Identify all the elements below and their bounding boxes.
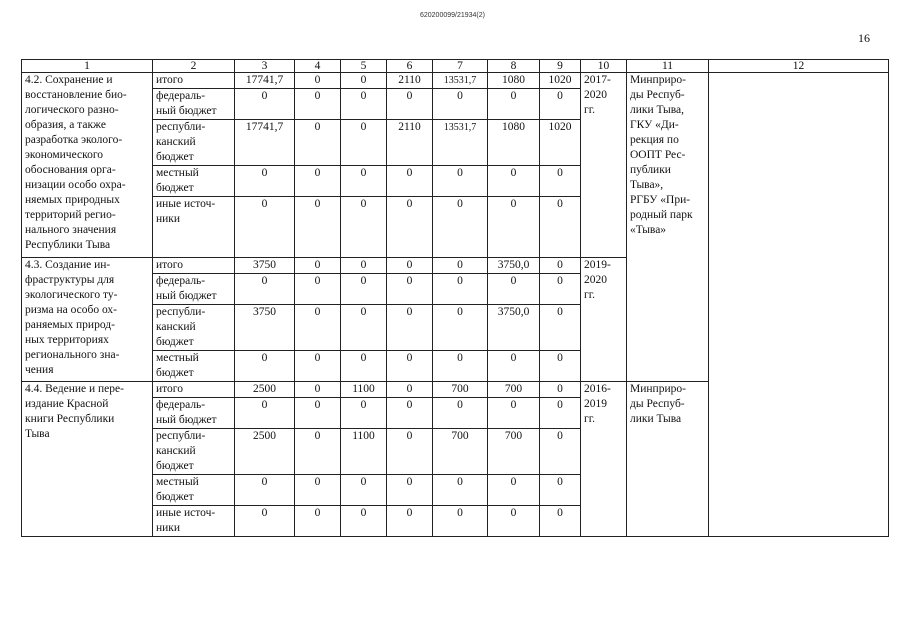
value-cell: 0	[387, 429, 433, 475]
value-cell: 0	[540, 258, 581, 274]
value-cell: 0	[433, 89, 488, 120]
value-cell: 0	[295, 429, 341, 475]
value-cell: 17741,7	[235, 73, 295, 89]
header-cell: 7	[433, 60, 488, 73]
header-cell: 3	[235, 60, 295, 73]
value-cell: 0	[341, 166, 387, 197]
value-cell: 0	[488, 351, 540, 382]
header-cell: 1	[22, 60, 153, 73]
value-cell: 0	[488, 166, 540, 197]
value-cell: 0	[341, 197, 387, 258]
value-cell: 1100	[341, 382, 387, 398]
value-cell: 700	[488, 382, 540, 398]
value-cell: 0	[488, 398, 540, 429]
measure-description: 4.4. Ведение и пере- издание Красной книги Республики Тыва	[22, 382, 153, 537]
value-cell: 2110	[387, 73, 433, 89]
value-cell: 0	[540, 475, 581, 506]
value-cell: 0	[295, 382, 341, 398]
value-cell: 0	[235, 89, 295, 120]
value-cell: 0	[433, 506, 488, 537]
value-cell: 0	[341, 506, 387, 537]
value-cell: 0	[295, 120, 341, 166]
value-cell: 0	[540, 382, 581, 398]
value-cell: 0	[540, 305, 581, 351]
value-cell: 0	[235, 398, 295, 429]
executor-cell: Минприро- ды Респуб- лики Тыва, ГКУ «Ди- рекция по ООПТ Рес- публики Тыва», РГБУ «При- родный парк «Тыва»	[627, 73, 709, 382]
header-cell: 5	[341, 60, 387, 73]
value-cell: 0	[540, 166, 581, 197]
value-cell: 0	[387, 382, 433, 398]
value-cell: 17741,7	[235, 120, 295, 166]
value-cell: 0	[387, 398, 433, 429]
funding-source: федераль- ный бюджет	[153, 89, 235, 120]
value-cell: 0	[433, 305, 488, 351]
value-cell: 0	[488, 475, 540, 506]
funding-source: федераль- ный бюджет	[153, 398, 235, 429]
value-cell: 0	[488, 274, 540, 305]
value-cell: 0	[433, 258, 488, 274]
value-cell: 0	[341, 73, 387, 89]
value-cell: 0	[295, 398, 341, 429]
value-cell: 0	[295, 475, 341, 506]
value-cell: 0	[341, 274, 387, 305]
funding-source: местный бюджет	[153, 351, 235, 382]
value-cell: 0	[540, 274, 581, 305]
value-cell: 0	[387, 89, 433, 120]
header-cell: 11	[627, 60, 709, 73]
value-cell: 0	[295, 305, 341, 351]
value-cell: 0	[387, 274, 433, 305]
funding-source: иные источ- ники	[153, 506, 235, 537]
funding-source: республи- канский бюджет	[153, 429, 235, 475]
value-cell: 0	[295, 73, 341, 89]
value-cell: 0	[235, 197, 295, 258]
funding-source: итого	[153, 382, 235, 398]
value-cell: 0	[387, 197, 433, 258]
value-cell: 0	[387, 475, 433, 506]
value-cell: 0	[387, 166, 433, 197]
value-cell: 0	[540, 197, 581, 258]
funding-source: местный бюджет	[153, 475, 235, 506]
value-cell: 0	[341, 351, 387, 382]
notes-cell	[709, 73, 889, 537]
value-cell: 1020	[540, 73, 581, 89]
value-cell: 0	[433, 274, 488, 305]
header-cell: 9	[540, 60, 581, 73]
value-cell: 0	[540, 89, 581, 120]
measure-description: 4.2. Сохранение и восстановление био- логического разно- образия, а также разработка эколого- экономического обоснования орга- низации особо охра- няемых природных территорий регио- нального значения Республики Тыва	[22, 73, 153, 258]
value-cell: 1080	[488, 73, 540, 89]
value-cell: 0	[341, 398, 387, 429]
value-cell: 0	[387, 258, 433, 274]
value-cell: 0	[235, 475, 295, 506]
header-cell: 10	[581, 60, 627, 73]
header-row	[22, 60, 889, 73]
header-cell: 8	[488, 60, 540, 73]
header-cell: 2	[153, 60, 235, 73]
value-cell: 0	[387, 351, 433, 382]
value-cell: 0	[295, 351, 341, 382]
value-cell: 0	[540, 429, 581, 475]
value-cell: 0	[235, 274, 295, 305]
value-cell: 0	[235, 506, 295, 537]
value-cell: 1080	[488, 120, 540, 166]
value-cell: 0	[488, 197, 540, 258]
value-cell: 3750	[235, 305, 295, 351]
funding-source: иные источ- ники	[153, 197, 235, 258]
funding-source: итого	[153, 258, 235, 274]
value-cell: 1020	[540, 120, 581, 166]
value-cell: 0	[540, 398, 581, 429]
header-cell: 6	[387, 60, 433, 73]
funding-source: республи- канский бюджет	[153, 305, 235, 351]
funding-source: итого	[153, 73, 235, 89]
value-cell: 700	[433, 382, 488, 398]
value-cell: 2110	[387, 120, 433, 166]
value-cell: 3750	[235, 258, 295, 274]
value-cell: 0	[540, 351, 581, 382]
value-cell: 0	[341, 89, 387, 120]
table-row	[22, 73, 889, 89]
value-cell: 2500	[235, 382, 295, 398]
program-table	[21, 59, 889, 537]
value-cell: 3750,0	[488, 305, 540, 351]
value-cell: 0	[235, 166, 295, 197]
executor-cell: Минприро- ды Респуб- лики Тыва	[627, 382, 709, 537]
value-cell: 700	[488, 429, 540, 475]
value-cell: 0	[433, 166, 488, 197]
value-cell: 0	[295, 166, 341, 197]
value-cell: 3750,0	[488, 258, 540, 274]
value-cell: 700	[433, 429, 488, 475]
value-cell: 13531,7	[433, 73, 488, 89]
value-cell: 13531,7	[433, 120, 488, 166]
value-cell: 0	[387, 506, 433, 537]
value-cell: 0	[433, 475, 488, 506]
funding-source: федераль- ный бюджет	[153, 274, 235, 305]
header-cell: 4	[295, 60, 341, 73]
value-cell: 0	[341, 305, 387, 351]
value-cell: 0	[341, 475, 387, 506]
value-cell: 0	[433, 398, 488, 429]
value-cell: 0	[295, 197, 341, 258]
value-cell: 1100	[341, 429, 387, 475]
funding-source: республи- канский бюджет	[153, 120, 235, 166]
period-cell: 2017- 2020 гг.	[581, 73, 627, 258]
value-cell: 0	[433, 351, 488, 382]
measure-description: 4.3. Создание ин- фраструктуры для экологического ту- ризма на особо ох- раняемых природ- ных территориях регионального зна- чения	[22, 258, 153, 382]
value-cell: 0	[540, 506, 581, 537]
value-cell: 0	[433, 197, 488, 258]
value-cell: 0	[341, 120, 387, 166]
value-cell: 0	[341, 258, 387, 274]
period-cell: 2019- 2020 гг.	[581, 258, 627, 382]
value-cell: 2500	[235, 429, 295, 475]
value-cell: 0	[488, 89, 540, 120]
value-cell: 0	[295, 258, 341, 274]
value-cell: 0	[488, 506, 540, 537]
page-number: 16	[858, 31, 870, 45]
value-cell: 0	[295, 506, 341, 537]
period-cell: 2016- 2019 гг.	[581, 382, 627, 537]
value-cell: 0	[235, 351, 295, 382]
header-cell: 12	[709, 60, 889, 73]
document-id: 620200099/21934(2)	[419, 12, 485, 19]
value-cell: 0	[387, 305, 433, 351]
value-cell: 0	[295, 274, 341, 305]
funding-source: местный бюджет	[153, 166, 235, 197]
value-cell: 0	[295, 89, 341, 120]
